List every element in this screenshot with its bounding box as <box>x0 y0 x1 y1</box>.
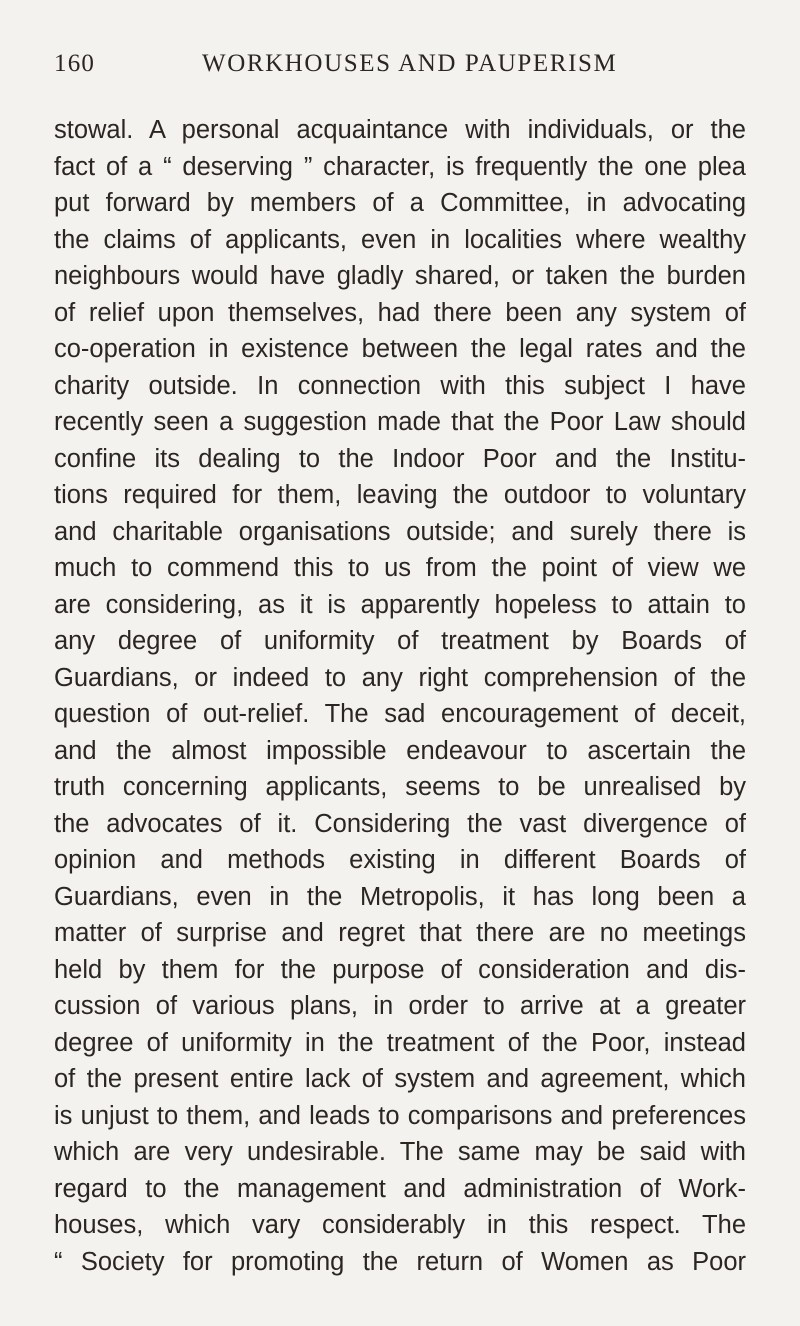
text-line: and charitable organisations outside; and surely there is <box>54 517 746 546</box>
text-line: matter of surprise and regret that there are no meetings <box>54 919 746 947</box>
text-line: the claims of applicants, even in localities where wealthy <box>54 225 746 254</box>
text-line: regard to the management and administration of Work- <box>54 1174 746 1203</box>
text-line: of the present entire lack of system and agreement, which <box>54 1065 746 1093</box>
page-number: 160 <box>54 50 96 77</box>
text-line: Guardians, even in the Metropolis, it has long been a <box>54 882 746 911</box>
text-line: question of out-relief. The sad encouragement of deceit, <box>54 700 746 728</box>
text-line: and the almost impossible endeavour to ascertain the <box>54 736 746 765</box>
text-line: put forward by members of a Committee, in advocating <box>54 189 746 217</box>
text-line: charity outside. In connection with this subject I have <box>54 371 746 400</box>
text-line: recently seen a suggestion made that the Poor Law should <box>54 408 746 436</box>
text-line: neighbours would have gladly shared, or taken the burden <box>54 262 746 290</box>
text-line: the advocates of it. Considering the vast divergence of <box>54 809 746 838</box>
text-line: truth concerning applicants, seems to be unrealised by <box>54 773 746 801</box>
running-header <box>54 50 744 90</box>
text-line: houses, which vary considerably in this respect. The <box>54 1211 746 1239</box>
text-line: confine its dealing to the Indoor Poor and the Institu- <box>54 444 746 473</box>
text-line: “ Society for promoting the return of Women as Poor <box>54 1247 746 1276</box>
text-line: cussion of various plans, in order to arrive at a greater <box>54 992 746 1020</box>
text-line: is unjust to them, and leads to comparisons and preferences <box>54 1101 746 1130</box>
running-title: WORKHOUSES AND PAUPERISM <box>202 50 618 77</box>
text-line: Guardians, or indeed to any right comprehension of the <box>54 663 746 692</box>
text-line: co-operation in existence between the legal rates and the <box>54 335 746 363</box>
text-line: degree of uniformity in the treatment of the Poor, instead <box>54 1028 746 1057</box>
text-line: tions required for them, leaving the outdoor to voluntary <box>54 481 746 509</box>
text-line: stowal. A personal acquaintance with individuals, or the <box>54 116 746 144</box>
text-line: any degree of uniformity of treatment by Boards of <box>54 627 746 655</box>
body-text <box>54 112 746 1280</box>
text-line: opinion and methods existing in different Boards of <box>54 846 746 874</box>
text-line: held by them for the purpose of consideration and dis- <box>54 955 746 984</box>
text-line: are considering, as it is apparently hopeless to attain to <box>54 590 746 619</box>
text-line: fact of a “ deserving ” character, is frequently the one plea <box>54 152 746 181</box>
text-line: of relief upon themselves, had there been any system of <box>54 298 746 327</box>
text-line: which are very undesirable. The same may be said with <box>54 1138 746 1166</box>
text-line: much to commend this to us from the point of view we <box>54 554 746 582</box>
